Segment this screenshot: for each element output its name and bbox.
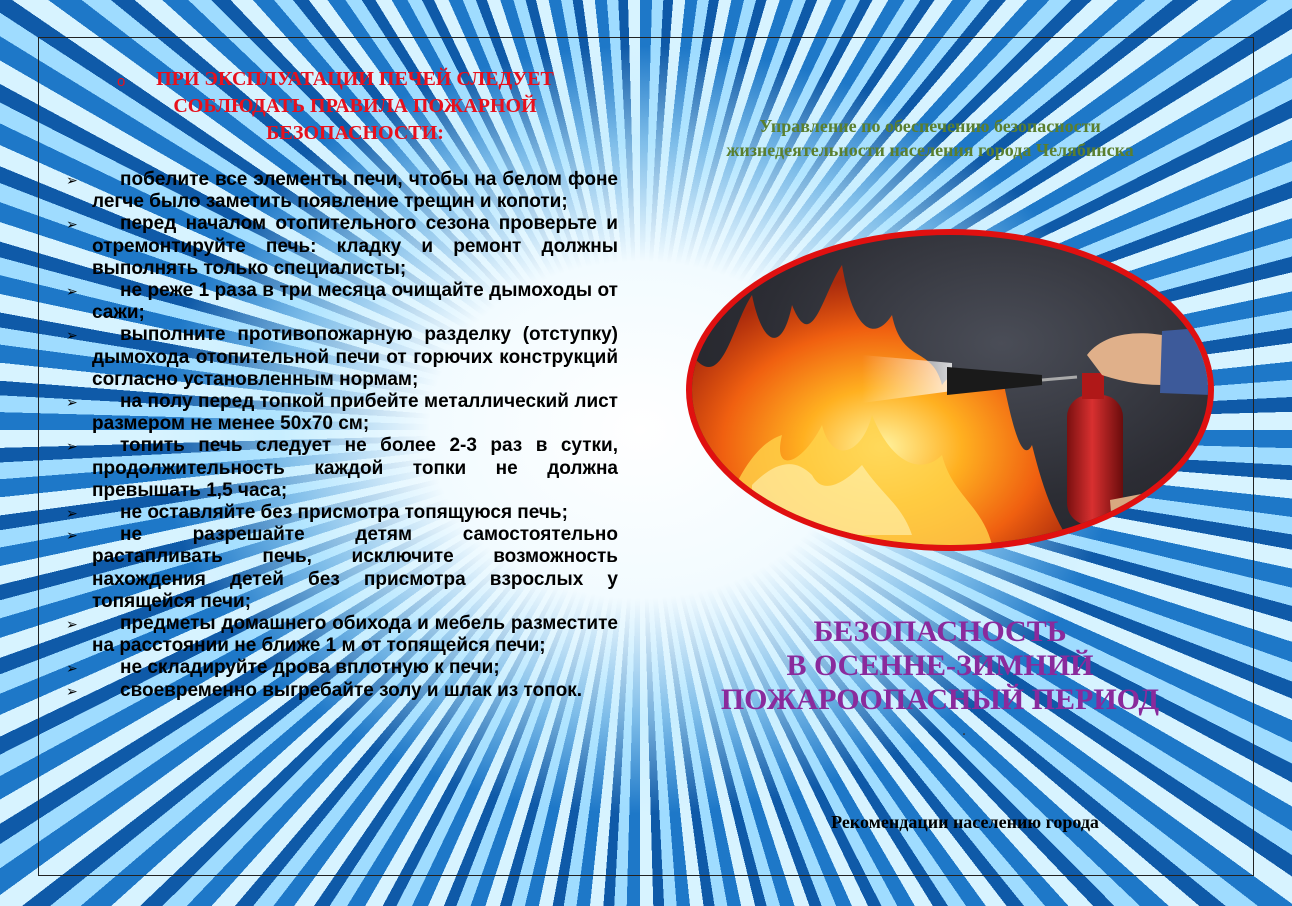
arrow-bullet-icon: ➢ [66,327,78,344]
rule-item [62,169,618,213]
rule-item [62,657,618,679]
rules-list [62,169,618,702]
rule-item [62,613,618,657]
rule-text: на полу перед топкой прибейте металлический лист размером не менее 50х70 см; [92,391,618,435]
rule-item [62,391,618,435]
rule-text: топить печь следует не более 2-3 раз в сутки, продолжительность каждой топки не должна превышать 1,5 часа; [92,435,618,501]
hose-line [1042,377,1077,380]
brochure-title [690,615,1190,717]
rule-text: не реже 1 раза в три месяца очищайте дымоходы от сажи; [92,280,618,324]
arrow-bullet-icon: ➢ [66,505,78,522]
heading-line-3: БЕЗОПАСНОСТИ: [266,122,444,144]
rule-text: не разрешайте детям самостоятельно растапливать печь, исключите возможность нахождения детей без присмотра взрослых у топящейся печи; [92,524,618,612]
arrow-bullet-icon: ➢ [66,172,78,188]
rule-text: не складируйте дрова вплотную к печи; [120,657,500,679]
rule-item [62,213,618,280]
org-line-2: жизнедеятельности населения города Челябинска [726,140,1134,160]
title-dot: . [962,722,966,739]
rule-text: предметы домашнего обихода и мебель разместите на расстоянии не ближе 1 м от топящейся печи; [92,613,618,657]
rule-item [62,524,618,613]
title-line-3: ПОЖАРООПАСНЫЙ ПЕРИОД [720,683,1160,716]
rule-text: своевременно выгребайте золу и шлак из топок. [120,679,583,701]
rule-item [62,502,618,524]
arrow-bullet-icon: ➢ [66,616,78,633]
arrow-bullet-icon: ➢ [66,438,78,455]
arrow-bullet-icon: ➢ [66,394,78,411]
fire-extinguisher-illustration [692,235,1208,545]
rule-text: выполните противопожарную разделку (отступку) дымохода отопительной печи от горючих конструкций согласно установленным нормам; [92,324,618,390]
brochure-subtitle: Рекомендации населению города [831,812,1099,832]
arrow-bullet-icon: ➢ [66,216,78,233]
fire-extinguisher-photo [686,229,1214,551]
rule-item [62,435,618,502]
heading-bullet: o [117,73,126,90]
arrow-bullet-icon: ➢ [66,283,78,300]
rule-item [62,280,618,324]
arrow-bullet-icon: ➢ [66,682,78,699]
extinguisher-valve [1082,373,1104,399]
title-line-1: БЕЗОПАСНОСТЬ [813,615,1067,648]
rule-text: побелите все элементы печи, чтобы на белом фоне легче было заметить появление трещин и копоти; [92,169,618,213]
rules-heading [62,66,618,147]
org-line-1: Управление по обеспечению безопасности [759,116,1101,136]
rule-text: перед началом отопительного сезона проверьте и отремонтируйте печь: кладку и ремонт должны выполнять только специалисты; [92,213,618,279]
heading-line-2: СОБЛЮДАТЬ ПРАВИЛА ПОЖАРНОЙ [173,95,537,117]
heading-line-1: ПРИ ЭКСПЛУАТАЦИИ ПЕЧЕЙ СЛЕДУЕТ [156,68,554,90]
title-line-2: В ОСЕННЕ-ЗИМНИЙ [786,649,1094,682]
arrow-bullet-icon: ➢ [66,527,78,544]
rule-item [62,324,618,391]
left-column [62,66,618,702]
organization-name [660,114,1200,162]
arrow-bullet-icon: ➢ [66,660,78,677]
rule-item [62,680,618,702]
rule-text: не оставляйте без присмотра топящуюся печь; [120,502,568,524]
